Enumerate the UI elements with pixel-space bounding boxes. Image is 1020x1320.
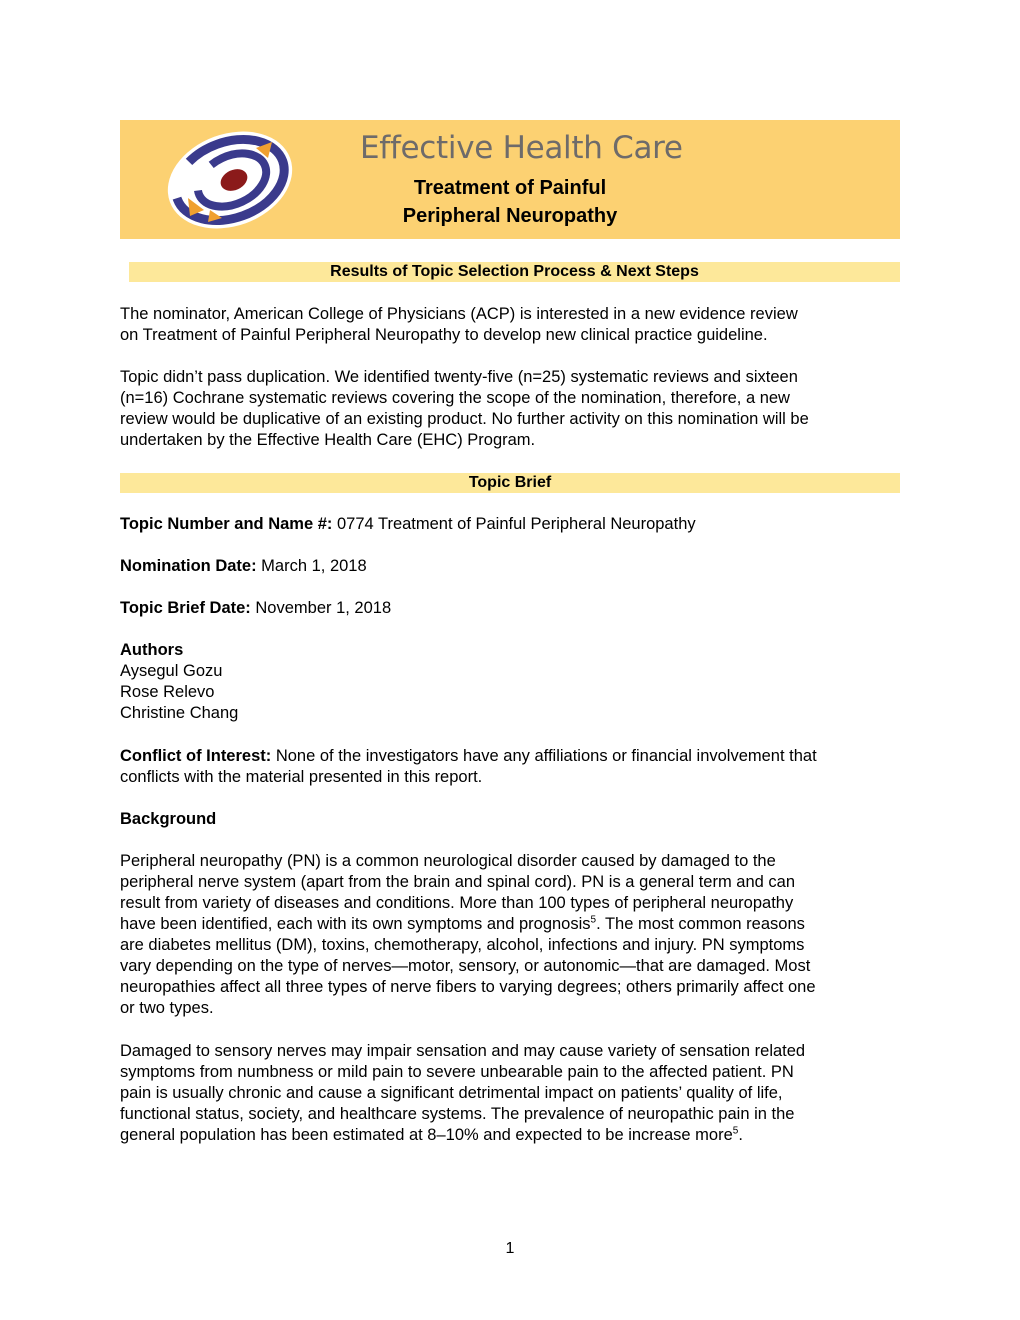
- text-line: None of the investigators have any affiliations or financial involvement that: [271, 747, 817, 765]
- section-heading: Background: [120, 810, 217, 828]
- text-line: The nominator, American College of Physicians (ACP) is interested in a new evidence review: [120, 305, 798, 323]
- effective-health-care-logo-icon: [160, 128, 300, 232]
- background-paragraph-2: [120, 1041, 910, 1146]
- topic-brief-heading: Topic Brief: [120, 473, 900, 493]
- header-banner: [120, 120, 900, 239]
- reference-superscript: 5: [590, 914, 597, 926]
- field-label: Conflict of Interest:: [120, 747, 272, 765]
- text-line: Damaged to sensory nerves may impair sensation and may cause variety of sensation related: [120, 1042, 806, 1060]
- field-label: Nomination Date:: [120, 557, 257, 575]
- field-value: March 1, 2018: [256, 557, 367, 575]
- text-line: pain is usually chronic and cause a significant detrimental impact on patients’ quality of life,: [120, 1084, 783, 1102]
- background-paragraph-1: [120, 851, 910, 1019]
- text-line: have been identified, each with its own symptoms and prognosis: [120, 915, 591, 933]
- brand-name: Effective Health Care: [360, 130, 683, 166]
- conflict-of-interest: [120, 746, 910, 788]
- text-line: review would be duplicative of an existing product. No further activity on this nomination will be: [120, 410, 809, 428]
- text-line: vary depending on the type of nerves—motor, sensory, or autonomic—that are damaged. Most: [120, 957, 811, 975]
- topic-number-field: [120, 514, 910, 535]
- text-line: . The most common reasons: [596, 915, 805, 933]
- nominator-paragraph: [120, 304, 910, 346]
- background-heading: [120, 809, 910, 830]
- author-name: Christine Chang: [120, 704, 239, 722]
- text-line: (n=16) Cochrane systematic reviews covering the scope of the nomination, therefore, a new: [120, 389, 790, 407]
- text-line: symptoms from numbness or mild pain to severe unbearable pain to the affected patient. PN: [120, 1063, 794, 1081]
- text-line: functional status, society, and healthcare systems. The prevalence of neuropathic pain in the: [120, 1105, 795, 1123]
- text-line: neuropathies affect all three types of nerve fibers to varying degrees; others primarily affect one: [120, 978, 816, 996]
- text-line: on Treatment of Painful Peripheral Neuropathy to develop new clinical practice guideline.: [120, 326, 768, 344]
- author-name: Rose Relevo: [120, 683, 215, 701]
- report-title: [320, 174, 700, 230]
- field-value: 0774 Treatment of Painful Peripheral Neuropathy: [332, 515, 696, 533]
- text-line: Topic didn’t pass duplication. We identified twenty-five (n=25) systematic reviews and sixteen: [120, 368, 798, 386]
- text-line: result from variety of diseases and conditions. More than 100 types of peripheral neuropathy: [120, 894, 794, 912]
- text-line: undertaken by the Effective Health Care (EHC) Program.: [120, 431, 536, 449]
- report-title-line-2: Peripheral Neuropathy: [402, 205, 618, 227]
- duplication-paragraph: [120, 367, 910, 451]
- brief-date-field: [120, 598, 910, 619]
- text-line: conflicts with the material presented in this report.: [120, 768, 483, 786]
- text-line: .: [738, 1126, 743, 1144]
- reference-superscript: 5: [732, 1125, 739, 1137]
- nomination-date-field: [120, 556, 910, 577]
- field-value: November 1, 2018: [250, 599, 392, 617]
- field-label: Topic Number and Name #:: [120, 515, 333, 533]
- author-name: Aysegul Gozu: [120, 662, 223, 680]
- report-title-line-1: Treatment of Painful: [413, 177, 607, 199]
- text-line: peripheral nerve system (apart from the brain and spinal cord). PN is a general term and can: [120, 873, 795, 891]
- text-line: general population has been estimated at 8–10% and expected to be increase more: [120, 1126, 733, 1144]
- text-line: Peripheral neuropathy (PN) is a common neurological disorder caused by damaged to the: [120, 852, 776, 870]
- text-line: are diabetes mellitus (DM), toxins, chemotherapy, alcohol, infections and injury. PN symptoms: [120, 936, 805, 954]
- field-label: Topic Brief Date:: [120, 599, 251, 617]
- authors-heading: Authors: [120, 641, 184, 659]
- text-line: or two types.: [120, 999, 214, 1017]
- selection-heading: Results of Topic Selection Process & Next Steps: [129, 262, 900, 282]
- authors-section: [120, 640, 910, 724]
- page-number: 1: [505, 1240, 515, 1257]
